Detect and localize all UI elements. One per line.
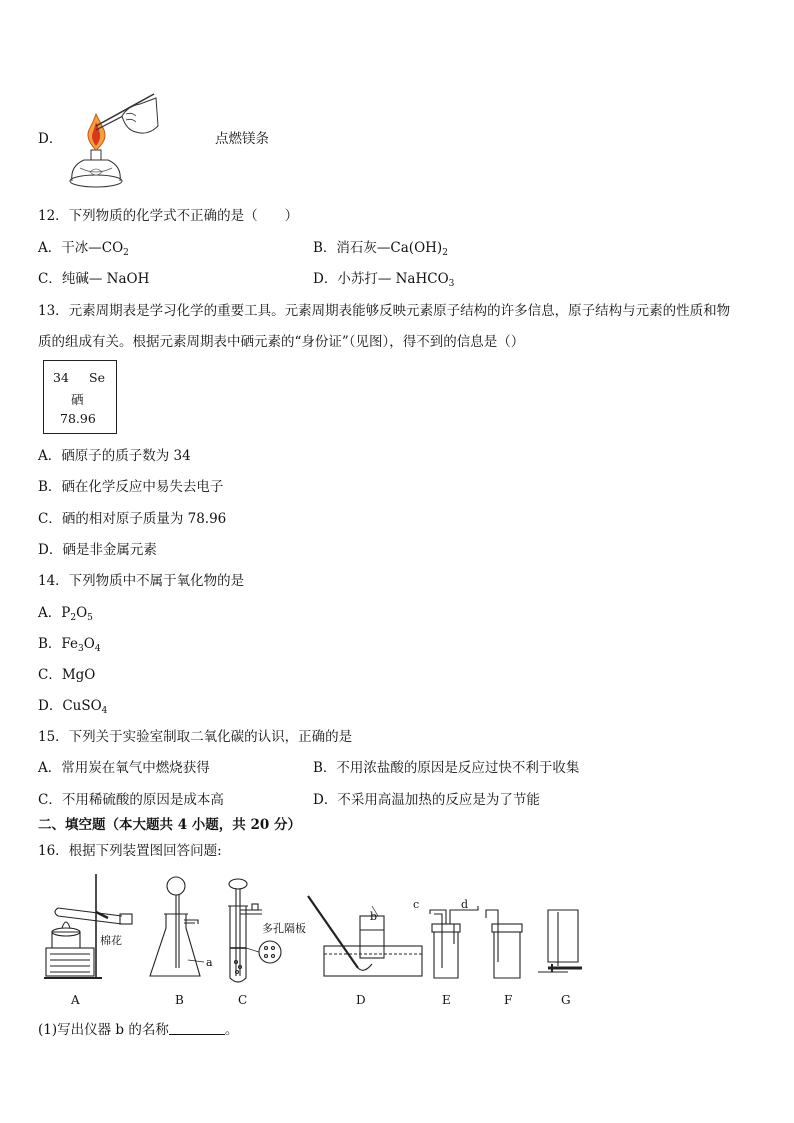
q14-option-a: A．$P_2O_5$	[38, 605, 93, 623]
q13-option-d: D．硒是非金属元素	[38, 542, 157, 558]
atomic-mass: 78.96	[60, 411, 96, 426]
q15-option-c: C．不用稀硫酸的原因是成本高	[38, 792, 224, 808]
cotton-label: 棉花	[100, 934, 122, 947]
apparatus-label-c: C	[238, 993, 248, 1007]
q11-option-d-letter: D．	[38, 131, 63, 147]
q16-stem: 16．根据下列装置图回答问题:	[38, 843, 222, 859]
q13-stem-line2: 质的组成有关。根据元素周期表中硒元素的“身份证”（见图），得不到的信息是（）	[38, 334, 525, 350]
q12-option-c: C．纯碱— NaOH	[38, 271, 150, 287]
q15-option-a: A．常用炭在氧气中燃烧获得	[38, 760, 210, 776]
q14-option-c: C．MgO	[38, 667, 96, 683]
q12-option-d: D．小苏打— NaHCO$_3$	[313, 271, 455, 289]
q13-option-a: A．硒原子的质子数为 34	[38, 448, 191, 464]
q14-option-d: D．CuSO$_4$	[38, 698, 108, 716]
q11-option-d-text: 点燃镁条	[215, 131, 269, 147]
element-symbol: Se	[89, 370, 105, 385]
apparatus-g	[538, 910, 582, 972]
answer-blank[interactable]	[169, 1022, 225, 1035]
apparatus-label-g: G	[561, 993, 571, 1007]
porous-plate-label: 多孔隔板	[262, 922, 306, 935]
q15-option-d: D．不采用高温加热的反应是为了节能	[313, 792, 540, 808]
section-heading: 二、填空题（本大题共 4 小题，共 20 分）	[38, 817, 301, 833]
q16-sub1: (1)写出仪器 b 的名称 。	[38, 1022, 239, 1038]
label-b: b	[370, 910, 378, 923]
apparatus-label-a: A	[71, 993, 80, 1007]
q13-option-b: B．硒在化学反应中易失去电子	[38, 479, 224, 495]
apparatus-figure	[38, 868, 598, 1013]
label-d: d	[461, 898, 469, 911]
apparatus-d	[308, 896, 422, 976]
q12-option-a: A．干冰$—CO_2$	[38, 240, 129, 258]
apparatus-a	[44, 874, 132, 978]
q12-option-b: B．消石灰$—Ca(OH)_2$	[313, 240, 448, 258]
magnesium-burning-illustration	[66, 86, 166, 194]
q13-option-c: C．硒的相对原子质量为 78.96	[38, 511, 227, 527]
apparatus-b	[150, 877, 204, 976]
q13-stem-line1: 13．元素周期表是学习化学的重要工具。元素周期表能够反映元素原子结构的许多信息，原子结构与元素的性质和物	[38, 303, 731, 319]
apparatus-e	[430, 906, 478, 978]
q12-stem: 12．下列物质的化学式不正确的是（ ）	[38, 208, 299, 224]
label-a: a	[206, 956, 213, 969]
selenium-element-card	[43, 360, 117, 434]
q14-stem: 14．下列物质中不属于氧化物的是	[38, 573, 245, 589]
apparatus-f	[486, 910, 522, 978]
apparatus-label-d: D	[356, 993, 366, 1007]
q15-stem: 15．下列关于实验室制取二氧化碳的认识，正确的是	[38, 729, 353, 745]
atomic-number: 34	[53, 370, 69, 385]
q14-option-b: B．$Fe_3O_4$	[38, 636, 101, 654]
apparatus-label-f: F	[504, 993, 513, 1007]
element-name: 硒	[71, 392, 84, 407]
apparatus-label-e: E	[442, 993, 451, 1007]
q15-option-b: B．不用浓盐酸的原因是反应过快不利于收集	[313, 760, 580, 776]
label-c: c	[413, 898, 420, 911]
apparatus-label-b: B	[175, 993, 184, 1007]
